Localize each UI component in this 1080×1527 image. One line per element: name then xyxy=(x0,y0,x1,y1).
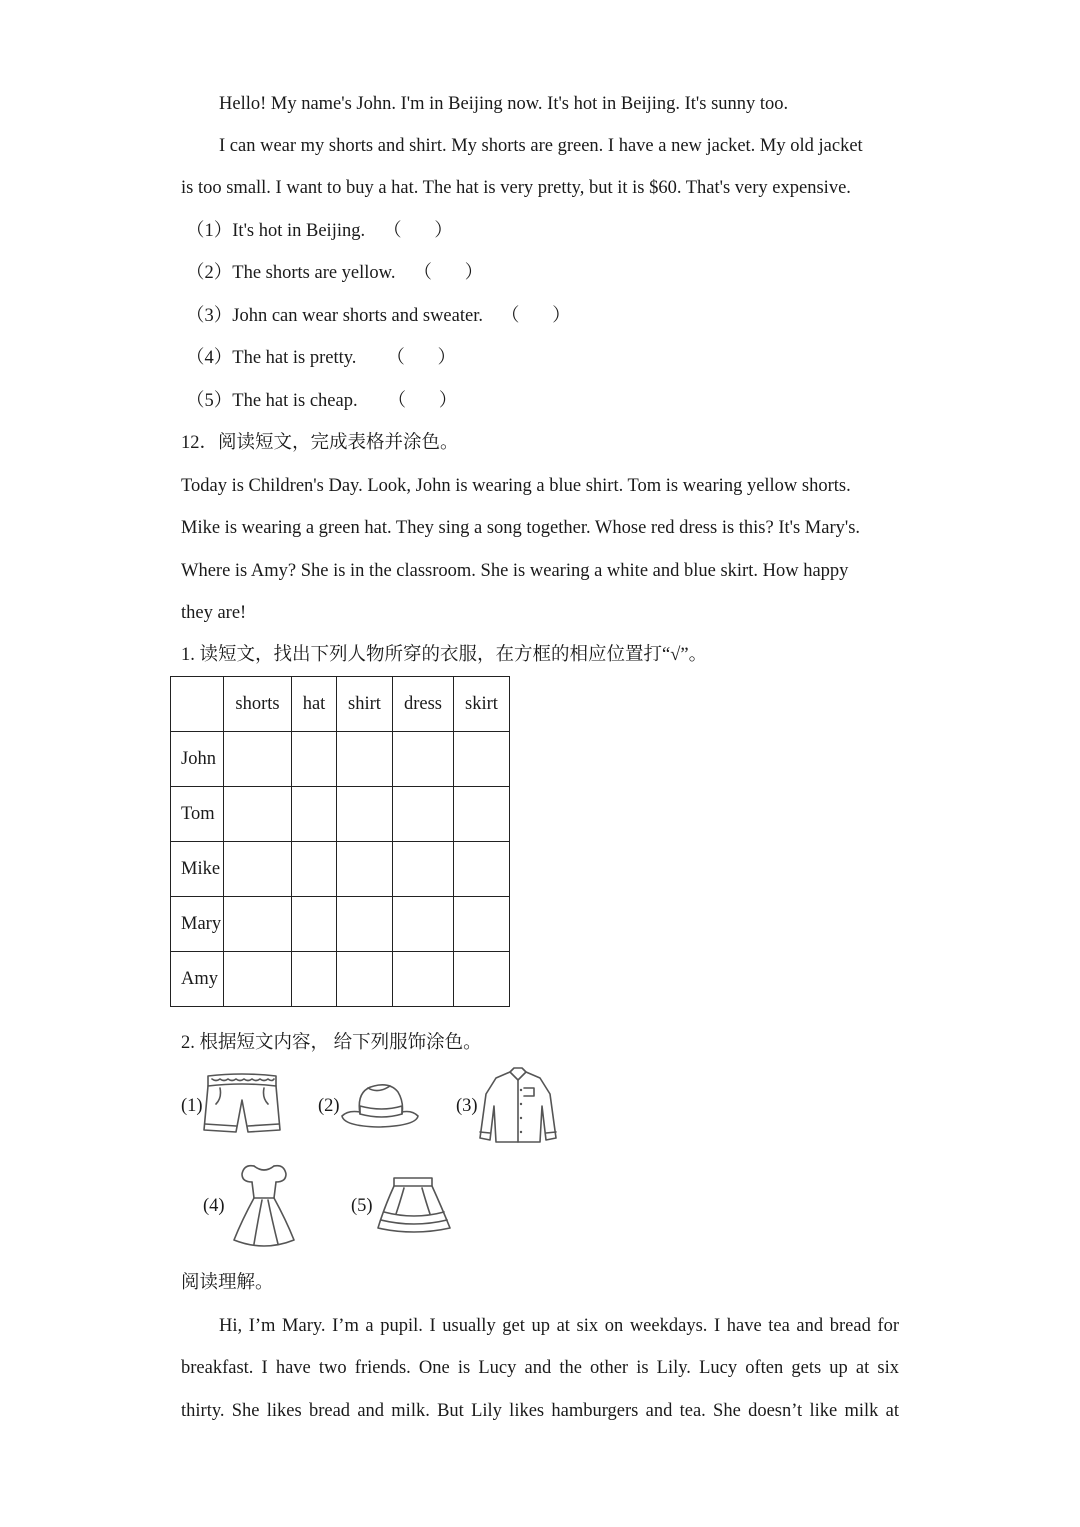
check-cell[interactable] xyxy=(292,842,337,897)
question-5 xyxy=(186,389,471,413)
picture-2-label: (2) xyxy=(318,1096,340,1116)
check-cell[interactable] xyxy=(224,952,292,1007)
question-number: （4） xyxy=(186,348,233,368)
shirt-icon[interactable] xyxy=(476,1066,560,1154)
question-number: （1） xyxy=(186,221,233,241)
answer-blank[interactable]: （ ） xyxy=(386,348,471,368)
hat-icon[interactable] xyxy=(338,1080,422,1138)
reading-line1: Hi, I’m Mary. I’m a pupil. I usually get up at six on weekdays. I have tea and bread for xyxy=(219,1316,899,1336)
question-4 xyxy=(186,346,470,370)
table-row xyxy=(171,842,510,897)
passage1-line1: Hello! My name's John. I'm in Beijing now. It's hot in Beijing. It's sunny too. xyxy=(219,94,789,114)
check-cell[interactable] xyxy=(224,842,292,897)
picture-5-label: (5) xyxy=(351,1196,373,1216)
question-text: The hat is pretty. xyxy=(232,348,357,368)
section-12-line2: Mike is wearing a green hat. They sing a song together. Whose red dress is this? It's Mary's. xyxy=(181,518,861,538)
table-header-dress: dress xyxy=(393,677,454,732)
skirt-icon[interactable] xyxy=(374,1172,454,1242)
question-text: It's hot in Beijing. xyxy=(232,221,366,241)
section-12-line1: Today is Children's Day. Look, John is wearing a blue shirt. Tom is wearing yellow shorts. xyxy=(181,476,851,496)
passage1-line2: I can wear my shorts and shirt. My shorts are green. I have a new jacket. My old jacket xyxy=(219,136,863,156)
check-cell[interactable] xyxy=(292,897,337,952)
question-number: （3） xyxy=(186,306,233,326)
check-cell[interactable] xyxy=(292,787,337,842)
question-text: The shorts are yellow. xyxy=(232,263,396,283)
question-3 xyxy=(186,304,585,328)
table-header-row xyxy=(171,677,510,732)
question-number: （5） xyxy=(186,391,233,411)
row-name: Mary xyxy=(171,897,224,952)
check-cell[interactable] xyxy=(454,842,510,897)
question-text: John can wear shorts and sweater. xyxy=(232,306,483,326)
task-1-instruction: 1. 读短文，找出下列人物所穿的衣服，在方框的相应位置打“√”。 xyxy=(181,645,708,665)
check-cell[interactable] xyxy=(454,952,510,1007)
section-12-heading: 12．阅读短文，完成表格并涂色。 xyxy=(181,433,459,453)
check-cell[interactable] xyxy=(337,787,393,842)
check-cell[interactable] xyxy=(337,897,393,952)
shorts-icon[interactable] xyxy=(200,1070,284,1148)
check-cell[interactable] xyxy=(337,732,393,787)
table-header-skirt: skirt xyxy=(454,677,510,732)
answer-blank[interactable]: （ ） xyxy=(413,263,498,283)
check-cell[interactable] xyxy=(393,842,454,897)
table-header-shorts: shorts xyxy=(224,677,292,732)
section-12-line3: Where is Amy? She is in the classroom. She is wearing a white and blue skirt. How happy xyxy=(181,561,849,581)
row-name: Amy xyxy=(171,952,224,1007)
row-name: John xyxy=(171,732,224,787)
check-cell[interactable] xyxy=(292,952,337,1007)
table-header-hat: hat xyxy=(292,677,337,732)
question-2 xyxy=(186,261,497,285)
reading-heading: 阅读理解。 xyxy=(181,1273,274,1293)
check-cell[interactable] xyxy=(393,952,454,1007)
check-cell[interactable] xyxy=(454,732,510,787)
table-header-empty xyxy=(171,677,224,732)
check-cell[interactable] xyxy=(393,732,454,787)
reading-line2: breakfast. I have two friends. One is Lucy and the other is Lily. Lucy often gets up at six xyxy=(181,1358,899,1378)
passage1-line3: is too small. I want to buy a hat. The hat is very pretty, but it is $60. That's very expensive. xyxy=(181,178,851,198)
picture-4-label: (4) xyxy=(203,1196,225,1216)
dress-icon[interactable] xyxy=(228,1160,300,1258)
table-row xyxy=(171,732,510,787)
task-2-instruction: 2. 根据短文内容， 给下列服饰涂色。 xyxy=(181,1033,482,1053)
answer-blank[interactable]: （ ） xyxy=(387,391,472,411)
picture-1-label: (1) xyxy=(181,1096,203,1116)
table-row xyxy=(171,787,510,842)
picture-3-label: (3) xyxy=(456,1096,478,1116)
check-cell[interactable] xyxy=(393,897,454,952)
check-cell[interactable] xyxy=(454,897,510,952)
check-cell[interactable] xyxy=(224,897,292,952)
check-cell[interactable] xyxy=(337,842,393,897)
reading-line3: thirty. She likes bread and milk. But Lily likes hamburgers and tea. She doesn’t like milk at xyxy=(181,1401,899,1421)
check-cell[interactable] xyxy=(224,787,292,842)
question-1 xyxy=(186,219,467,243)
table-header-shirt: shirt xyxy=(337,677,393,732)
question-number: （2） xyxy=(186,263,233,283)
section-12-line4: they are! xyxy=(181,603,247,623)
check-cell[interactable] xyxy=(224,732,292,787)
check-cell[interactable] xyxy=(292,732,337,787)
answer-blank[interactable]: （ ） xyxy=(500,306,585,326)
answer-blank[interactable]: （ ） xyxy=(383,221,467,241)
question-text: The hat is cheap. xyxy=(232,391,358,411)
table-row xyxy=(171,897,510,952)
row-name: Tom xyxy=(171,787,224,842)
check-cell[interactable] xyxy=(393,787,454,842)
table-row xyxy=(171,952,510,1007)
row-name: Mike xyxy=(171,842,224,897)
check-cell[interactable] xyxy=(337,952,393,1007)
clothes-table xyxy=(170,676,510,1007)
check-cell[interactable] xyxy=(454,787,510,842)
